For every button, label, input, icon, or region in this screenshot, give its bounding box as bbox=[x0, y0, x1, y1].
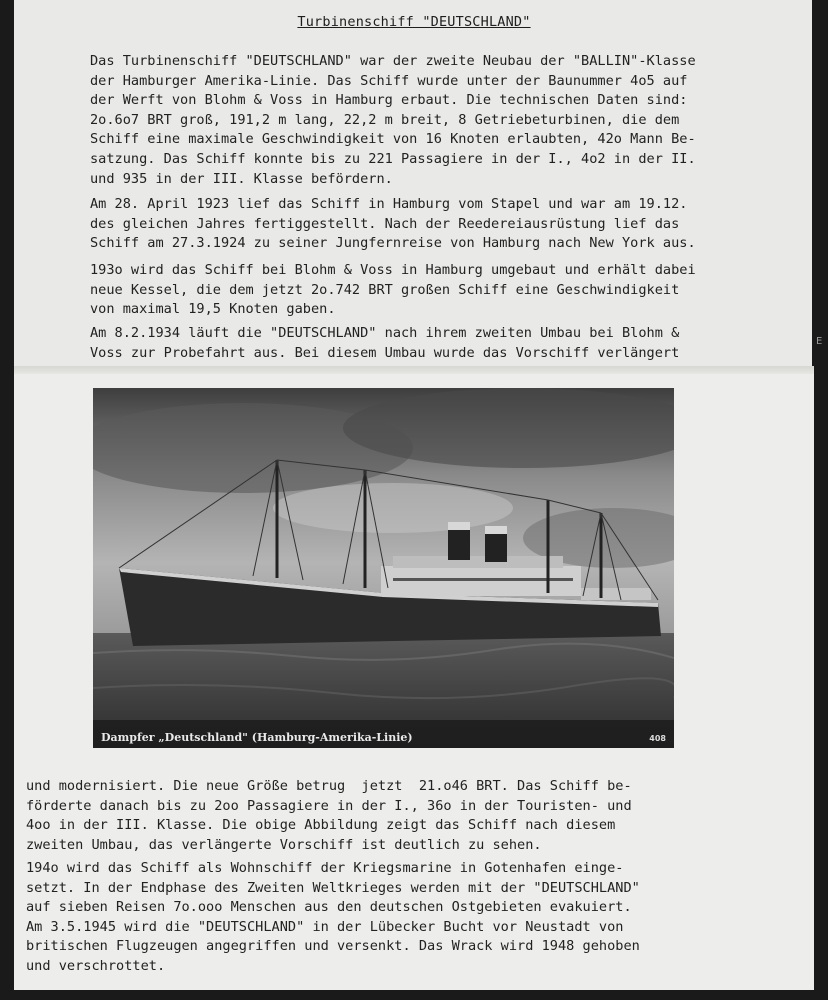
paragraph-rebuild-1934-end: und modernisiert. Die neue Größe betrug jetzt 21.o46 BRT. Das Schiff be- förderte danach bis zu 2oo Passagiere in der I., 36o in der Touristen- und 4oo in der III. Klasse. Die obige Abbildung zeigt das Schiff nach diesem zweiten Umbau, das verlängerte Vorschiff ist deutlich zu sehen. bbox=[26, 778, 632, 853]
paragraph-rebuild-1930: 193o wird das Schiff bei Blohm & Voss in Hamburg umgebaut und erhält dabei neue Kessel, die dem jetzt 2o.742 BRT großen Schiff eine Geschwindigkeit von maximal 19,5 Knoten gaben. bbox=[90, 262, 696, 318]
paragraph-intro: Das Turbinenschiff "DEUTSCHLAND" war der zweite Neubau der "BALLIN"-Klasse der Hamburger Amerika-Linie. Das Schiff wurde unter der Baunummer 4o5 auf der Werft von Blohm & Voss in Hamburg erbaut. Die technischen Daten sind: 2o.6o7 BRT groß, 191,2 m lang, 22,2 m breit, 8 Getriebeturbinen, die dem Schiff eine maximale Geschwindigkeit von 16 Knoten erlaubten, 42o Mann Be- satzung. Das Schiff konnte bis zu 221 Passagiere in der I., 4o2 in der II. und 935 in der III. Klasse befördern. bbox=[90, 53, 696, 187]
paragraph-rebuild-1934-start: Am 8.2.1934 läuft die "DEUTSCHLAND" nach ihrem zweiten Umbau bei Blohm & Voss zur Probefahrt aus. Bei diesem Umbau wurde das Vorschiff verlängert bbox=[90, 325, 680, 361]
photo-caption: Dampfer „Deutschland" (Hamburg-Amerika-Linie) bbox=[101, 731, 413, 744]
ship-photo bbox=[93, 388, 674, 748]
paragraph-wartime: 194o wird das Schiff als Wohnschiff der Kriegsmarine in Gotenhafen einge- setzt. In der Endphase des Zweiten Weltkrieges werden mit der "DEUTSCHLAND" auf sieben Reisen 7o.ooo Menschen aus den deutschen Ostgebieten evakuiert. Am 3.5.1945 wird die "DEUTSCHLAND" in der Lübecker Bucht vor Neustadt von britischen Flugzeugen angegriffen und versenkt. Das Wrack wird 1948 gehoben und verschrottet. bbox=[26, 860, 640, 974]
paragraph-launch: Am 28. April 1923 lief das Schiff in Hamburg vom Stapel und war am 19.12. des gleichen Jahres fertiggestellt. Nach der Reedereiausrüstung lief das Schiff am 27.3.1924 zu seiner Jungfernreise von Hamburg nach New York aus. bbox=[90, 196, 696, 252]
ship-photo-illustration bbox=[93, 388, 674, 748]
margin-mark: E bbox=[816, 336, 823, 347]
page-title: Turbinenschiff "DEUTSCHLAND" bbox=[297, 14, 531, 30]
photo-number: 408 bbox=[649, 734, 666, 743]
page-fold-edge bbox=[14, 366, 814, 374]
